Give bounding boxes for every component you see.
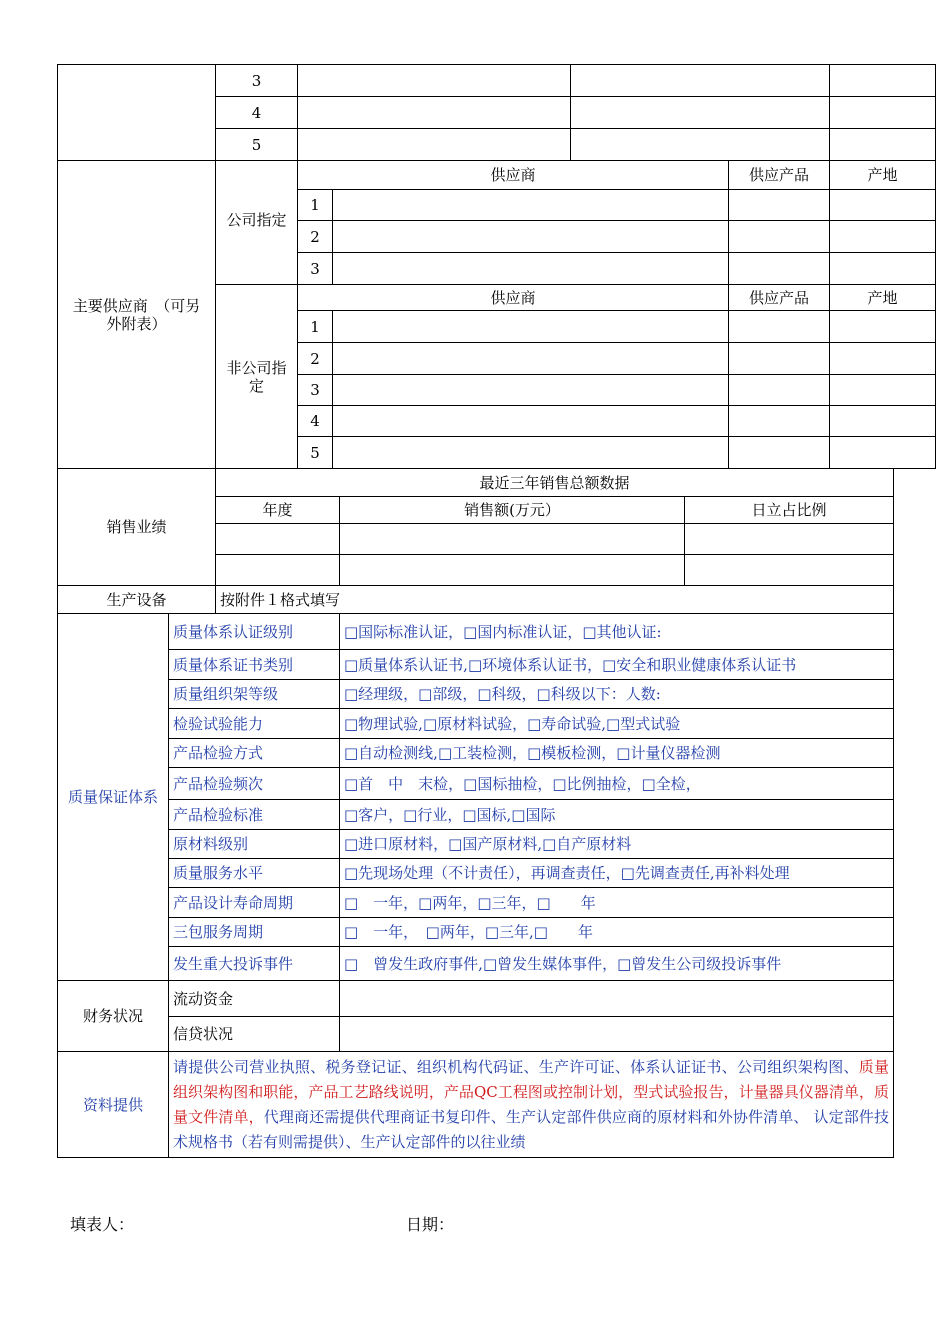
row-number: 5 [216,129,298,161]
quality-item-label: 产品检验标准 [169,800,340,830]
origin-header: 产地 [830,161,936,190]
row-number: 1 [298,311,333,343]
supplier-header: 供应商 [298,161,729,190]
row-number: 1 [298,190,333,221]
origin-cell[interactable] [830,343,936,375]
quality-item-label: 三包服务周期 [169,918,340,947]
amount-header: 销售额(万元） [340,497,685,524]
designated-label: 公司指定 [216,161,298,285]
sales-label: 销售业绩 [58,469,216,586]
ratio-header: 日立占比例 [685,497,894,524]
quality-item-options[interactable]: □首 中 末检，□国标抽检，□比例抽检，□全检， [340,768,894,800]
supplier-cell[interactable] [333,190,729,221]
supplier-cell[interactable] [333,253,729,285]
row-number: 5 [298,437,333,469]
product-cell[interactable] [729,437,830,469]
origin-cell[interactable] [830,437,936,469]
materials-text-part2: 代理商还需提供代理商证书复印件、生产认定部件供应商的原材料和外协件清单、 认定部件技术规格书（若有则需提供）、生产认定部件的以往业绩 [173,1107,889,1151]
supplier-cell[interactable] [333,437,729,469]
row-number: 4 [216,97,298,129]
quality-item-options[interactable]: □ 一年，□两年，□三年，□ 年 [340,888,894,918]
supplier-cell[interactable] [333,406,729,437]
equipment-label: 生产设备 [58,586,216,614]
non-designated-label: 非公司指定 [216,285,298,469]
top-supplier-table [57,64,936,469]
supplier-cell[interactable] [333,311,729,343]
form-sheet [57,64,898,1158]
quality-item-options[interactable]: □国际标准认证，□国内标准认证，□其他认证: [340,614,894,650]
quality-item-options[interactable]: □物理试验,□原材料试验，□寿命试验,□型式试验 [340,709,894,739]
origin-cell[interactable] [830,375,936,406]
quality-item-options[interactable]: □先现场处理（不计责任），再调查责任，□先调查责任,再补料处理 [340,859,894,888]
finance-item-label: 信贷状况 [169,1017,340,1052]
cell[interactable] [571,97,830,129]
cell[interactable] [298,97,571,129]
quality-item-label: 质量组织架等级 [169,680,340,709]
ratio-cell[interactable] [685,524,894,555]
product-cell[interactable] [729,343,830,375]
origin-cell[interactable] [830,311,936,343]
quality-item-options[interactable]: □质量体系认证书,□环境体系认证书，□安全和职业健康体系认证书 [340,650,894,680]
quality-item-label: 质量服务水平 [169,859,340,888]
origin-header: 产地 [830,285,936,311]
cell[interactable] [298,65,571,97]
materials-text-part1: 请提供公司营业执照、税务登记证、组织机构代码证、生产许可证、体系认证证书、公司组织架构图、 [173,1057,859,1076]
materials-label: 资料提供 [58,1052,169,1158]
product-cell[interactable] [729,311,830,343]
quality-item-options[interactable]: □ 一年， □两年，□三年,□ 年 [340,918,894,947]
supplier-header: 供应商 [298,285,729,311]
finance-item-value[interactable] [340,1017,894,1052]
product-cell[interactable] [729,190,830,221]
row-number: 4 [298,406,333,437]
cell[interactable] [571,129,830,161]
quality-item-label: 原材料级别 [169,830,340,859]
sales-title: 最近三年销售总额数据 [216,469,894,497]
finance-item-value[interactable] [340,981,894,1017]
row-number: 2 [298,221,333,253]
quality-item-label: 产品检验方式 [169,739,340,768]
quality-item-label: 发生重大投诉事件 [169,947,340,981]
product-cell[interactable] [729,375,830,406]
suppliers-label: 主要供应商 （可另外附表） [58,161,216,469]
cell[interactable] [298,129,571,161]
quality-item-options[interactable]: □ 曾发生政府事件,□曾发生媒体事件，□曾发生公司级投诉事件 [340,947,894,981]
cell[interactable] [830,129,936,161]
row-number: 3 [298,375,333,406]
product-cell[interactable] [729,253,830,285]
product-cell[interactable] [729,221,830,253]
quality-item-options[interactable]: □自动检测线,□工装检测，□模板检测，□计量仪器检测 [340,739,894,768]
quality-item-options[interactable]: □经理级，□部级，□科级，□科级以下：人数: [340,680,894,709]
quality-table [57,613,894,1158]
quality-item-label: 产品检验频次 [169,768,340,800]
amount-cell[interactable] [340,524,685,555]
cell[interactable] [830,97,936,129]
product-header: 供应产品 [729,161,830,190]
origin-cell[interactable] [830,221,936,253]
row-number: 3 [298,253,333,285]
cell[interactable] [571,65,830,97]
top-empty-label-cell [58,65,216,161]
quality-item-options[interactable]: □进口原材料，□国产原材料,□自产原材料 [340,830,894,859]
date-label: 日期： [406,1215,455,1234]
finance-item-label: 流动资金 [169,981,340,1017]
sales-table [57,468,894,614]
product-cell[interactable] [729,406,830,437]
supplier-cell[interactable] [333,343,729,375]
quality-item-label: 质量体系证书类别 [169,650,340,680]
finance-label: 财务状况 [58,981,169,1052]
quality-item-label: 产品设计寿命周期 [169,888,340,918]
materials-text [169,1052,894,1158]
equipment-value: 按附件１格式填写 [216,586,894,614]
filler-label: 填表人： [70,1215,135,1234]
supplier-cell[interactable] [333,221,729,253]
year-cell[interactable] [216,524,340,555]
row-number: 3 [216,65,298,97]
row-number: 2 [298,343,333,375]
quality-item-options[interactable]: □客户，□行业，□国标,□国际 [340,800,894,830]
origin-cell[interactable] [830,253,936,285]
year-cell[interactable] [216,555,340,586]
year-header: 年度 [216,497,340,524]
supplier-cell[interactable] [333,375,729,406]
product-header: 供应产品 [729,285,830,311]
ratio-cell[interactable] [685,555,894,586]
cell[interactable] [830,65,936,97]
quality-label: 质量保证体系 [58,614,169,981]
amount-cell[interactable] [340,555,685,586]
quality-item-label: 检验试验能力 [169,709,340,739]
quality-item-label: 质量体系认证级别 [169,614,340,650]
origin-cell[interactable] [830,406,936,437]
materials-text-highlight: 质量组织架构图和职能，产品工艺路线说明，产品QC工程图或控制计划，型式试验报告，计量器具仪器清单，质量文件清单， [173,1057,889,1126]
origin-cell[interactable] [830,190,936,221]
